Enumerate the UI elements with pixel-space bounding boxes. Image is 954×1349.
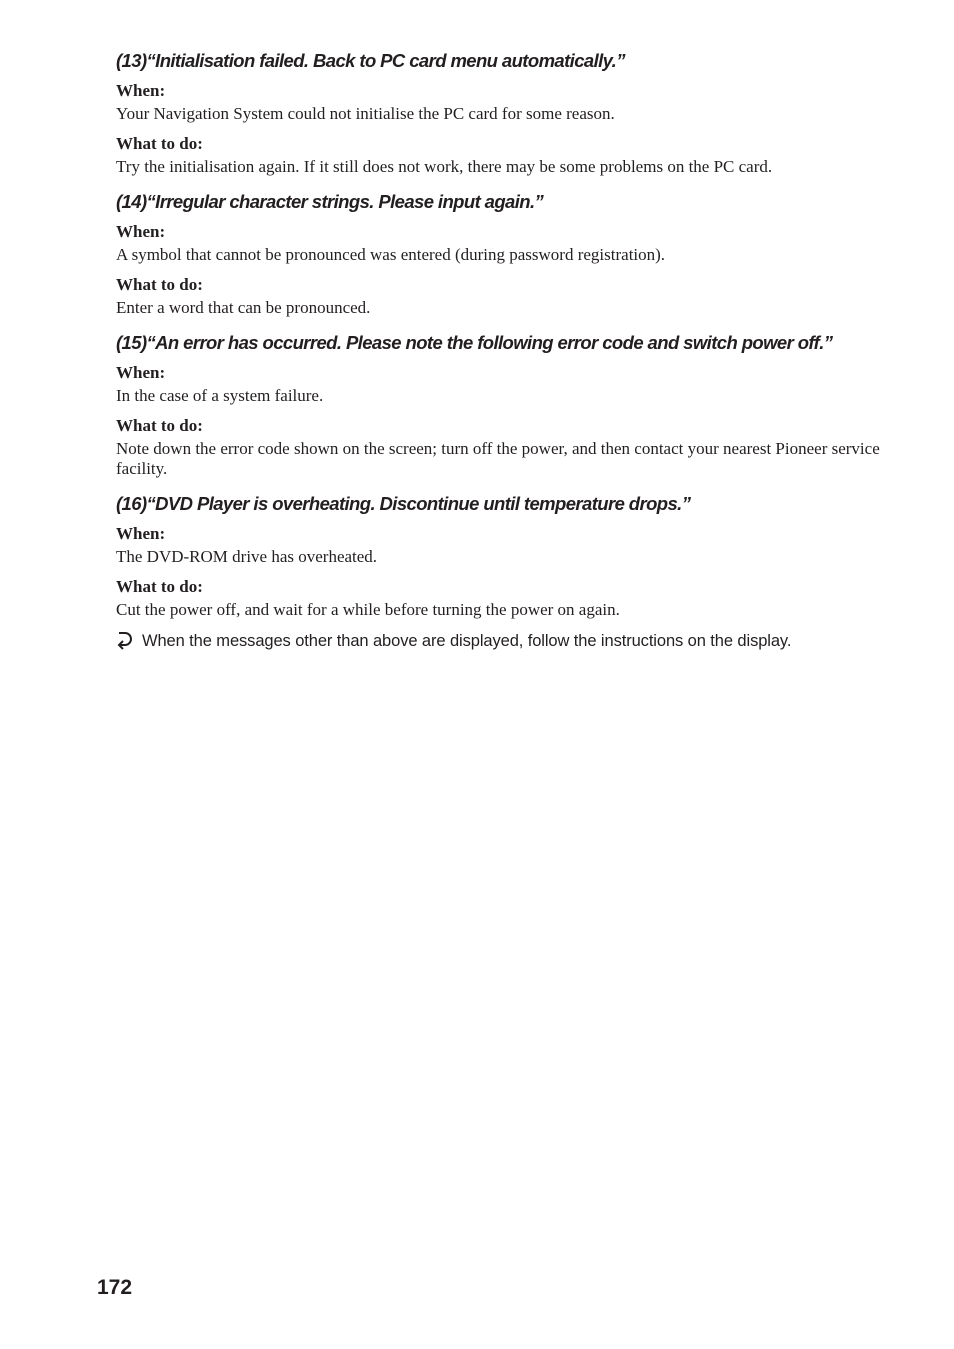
what-to-do-label: What to do: [116, 577, 203, 596]
what-to-do-text: Try the initialisation again. If it still does not work, there may be some problems on the PC card. [116, 157, 773, 176]
message-section-16 [116, 491, 896, 620]
what-to-do-text: Cut the power off, and wait for a while before turning the power on again. [116, 600, 620, 619]
what-to-do-text: Note down the error code shown on the screen; turn off the power, and then contact your nearest Pioneer service facility. [116, 439, 880, 478]
when-label: When: [116, 81, 166, 100]
when-label: When: [116, 363, 166, 382]
page-content [116, 48, 896, 652]
section-heading: (16)“DVD Player is overheating. Discontinue until temperature drops.” [116, 493, 691, 514]
what-to-do-label: What to do: [116, 134, 203, 153]
when-text: A symbol that cannot be pronounced was entered (during password registration). [116, 245, 666, 264]
what-to-do-text: Enter a word that can be pronounced. [116, 298, 371, 317]
note-text: When the messages other than above are displayed, follow the instructions on the display. [142, 632, 792, 650]
what-to-do-label: What to do: [116, 416, 203, 435]
message-section-13 [116, 48, 896, 177]
section-heading: (14)“Irregular character strings. Please input again.” [116, 191, 544, 212]
page-number: 172 [97, 1276, 133, 1299]
when-label: When: [116, 524, 166, 543]
message-section-14 [116, 189, 896, 318]
note [116, 630, 896, 652]
when-label: When: [116, 222, 166, 241]
message-section-15 [116, 330, 896, 479]
when-text: In the case of a system failure. [116, 386, 324, 405]
when-text: The DVD-ROM drive has overheated. [116, 547, 378, 566]
section-heading: (13)“Initialisation failed. Back to PC card menu automatically.” [116, 50, 625, 71]
section-heading: (15)“An error has occurred. Please note the following error code and switch power off.” [116, 332, 833, 353]
what-to-do-label: What to do: [116, 275, 203, 294]
curved-arrow-icon [116, 630, 134, 650]
when-text: Your Navigation System could not initialise the PC card for some reason. [116, 104, 615, 123]
